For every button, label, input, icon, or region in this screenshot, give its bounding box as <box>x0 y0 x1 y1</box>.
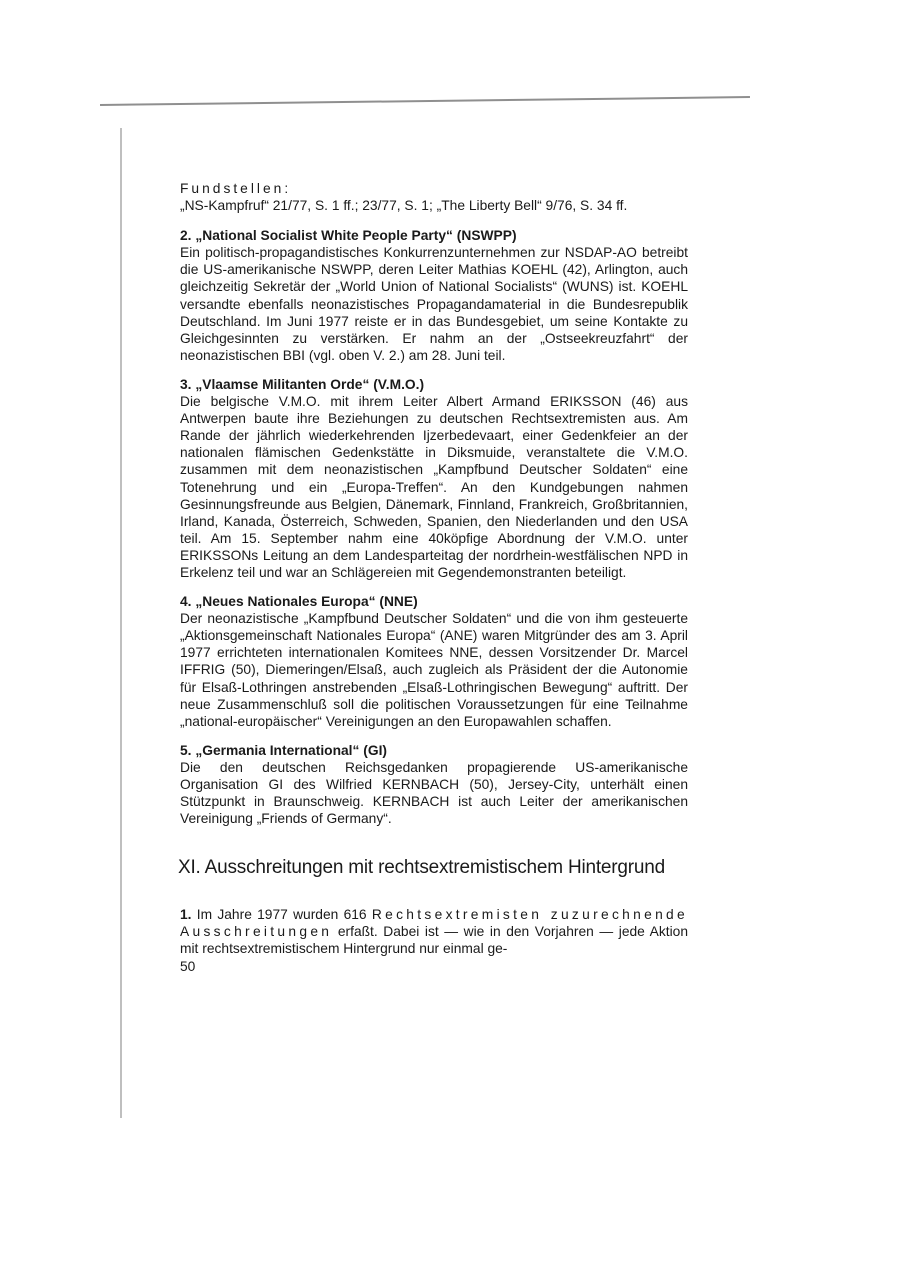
section-nne <box>180 593 688 730</box>
page-number: 50 <box>180 958 196 974</box>
fundstellen-text: „NS-Kampfruf“ 21/77, S. 1 ff.; 23/77, S. 1; „The Liberty Bell“ 9/76, S. 34 ff. <box>180 198 628 214</box>
final-paragraph <box>180 906 688 957</box>
chapter-title: XI. Ausschreitungen mit rechtsextremistischem Hintergrund <box>178 857 666 879</box>
section-heading: 4. „Neues Nationales Europa“ (NNE) <box>180 594 418 610</box>
paragraph-intro: Im Jahre 1977 wurden 616 <box>196 907 367 923</box>
section-heading: 2. „National Socialist White People Party“ (NSWPP) <box>180 228 517 244</box>
section-nswpp <box>180 227 688 364</box>
section-vmo <box>180 376 688 581</box>
section-body: Die den deutschen Reichsgedanken propagierende US-amerikanische Organisation GI des Wilfried KERNBACH (50), Jersey-City, unterhält einen Stützpunkt in Braunschweig. KERNBACH ist auch Leiter der amerikanischen Vereinigung „Friends of Germany“. <box>180 759 688 827</box>
section-body: Die belgische V.M.O. mit ihrem Leiter Albert Armand ERIKSSON (46) aus Antwerpen baute ihre Beziehungen zu deutschen Rechtsextremisten aus. Am Rande der jährlich wiederkehrenden Ijzerbedevaart, einer Gedenkfeier an der nationalen flämischen Gedenkstätte in Diksmuide, veranstaltete die V.M.O. zusammen mit dem neonazistischen „Kampfbund Deutscher Soldaten“ eine Totenehrung und ein „Europa-Treffen“. An den Kundgebungen nahmen Gesinnungsfreunde aus Belgien, Dänemark, Finnland, Frankreich, Großbritannien, Irland, Kanada, Österreich, Schweden, Spanien, den Niederlanden und den USA teil. Am 15. September nahm eine 40köpfige Abordnung der V.M.O. unter ERIKSSONs Leitung an dem Landesparteitag der nordrhein-westfälischen NPD in Erkelenz teil und war an Schlägereien mit Gegendemonstranten beteiligt. <box>180 394 688 580</box>
paragraph-number: 1. <box>180 907 192 923</box>
section-heading: 3. „Vlaamse Militanten Orde“ (V.M.O.) <box>180 376 425 392</box>
section-gi <box>180 742 688 827</box>
section-body: Ein politisch-propagandistisches Konkurrenzunternehmen zur NSDAP-AO betreibt die US-amerikanische NSWPP, deren Leiter Mathias KOEHL (42), Arlington, auch gleichzeitig Sekretär der „World Union of National Socialists“ (WUNS) ist. KOEHL versandte ebenfalls neonazistisches Propagandamaterial in die Bundesrepublik Deutschland. Im Juni 1977 reiste er in das Bundesgebiet, um seine Kontakte zu Gleichgesinnten zu verstärken. Er nahm an der „Ostseekreuzfahrt“ der neonazistischen BBI (vgl. oben V. 2.) am 28. Juni teil. <box>180 245 688 363</box>
paragraph-rest: erfaßt. Dabei ist — wie in den Vorjahren — jede Aktion mit rechtsextremistischem Hintergrund nur einmal ge- <box>180 924 688 957</box>
section-body: Der neonazistische „Kampfbund Deutscher Soldaten“ und die von ihm gesteuerte „Aktionsgemeinschaft Nationales Europa“ (ANE) waren Mitgründer des am 3. April 1977 errichteten internationalen Komitees NNE, dessen Vorsitzender Dr. Marcel IFFRIG (50), Diemeringen/Elsaß, auch zugleich als Präsident der die Autonomie für Elsaß-Lothringen anstrebenden „Elsaß-Lothringischen Bewegung“ auftritt. Der neue Zusammenschluß soll die politischen Voraussetzungen für eine Teilnahme „national-europäischer“ Vereinigungen an den Europawahlen schaffen. <box>180 611 688 729</box>
document-page <box>180 180 688 975</box>
scan-edge-top <box>100 96 750 106</box>
paragraph-spaced-term: Rechtsextremisten zuzurechnende Ausschreitungen <box>180 907 689 940</box>
section-heading: 5. „Germania International“ (GI) <box>180 742 387 758</box>
scan-edge-left <box>120 128 122 1118</box>
fundstellen-label: Fundstellen: <box>180 181 292 196</box>
